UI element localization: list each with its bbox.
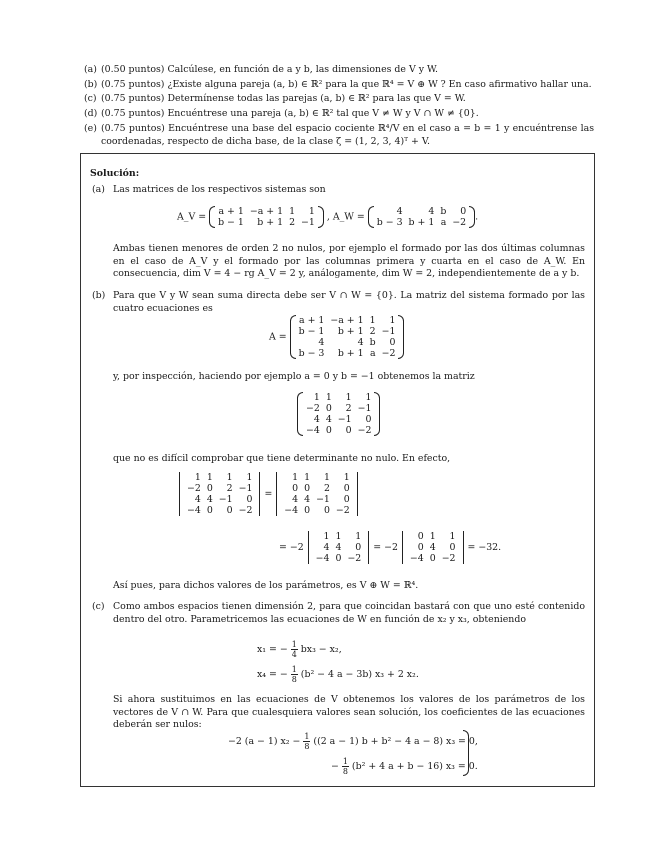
matrix-cell: −2 [347,553,362,564]
matrix-cell: 4 [323,542,330,553]
matrix-cell: 1 [289,206,296,217]
matrix-cell: 4 [194,494,201,505]
matrix-cell: 1 [389,315,396,326]
matrix-cell: −1 [357,403,372,414]
system-eq-1: −2 (a − 1) x₂ − $\frac{1}{8}$ ((2 a − 1) b + b² − 4 a − 8) x₃ = 0, [228,732,478,751]
matrix-cell: 0 [389,337,396,348]
matrix-cell: −2 [306,403,320,414]
matrix-cell: 4 [357,337,364,348]
matrix-cell: 0 [365,414,372,425]
matrix-cell: −4 [315,553,330,564]
matrix-cell: 1 [313,392,320,403]
matrix-cell: 0 [429,553,436,564]
matrix-cell: b + 1 [337,326,364,337]
matrix-cell: b − 3 [376,217,403,228]
matrix-cell: 2 [345,403,352,414]
matrix-cell: −2 [441,553,456,564]
matrix-cell: b − 1 [218,217,244,228]
matrix-cell: −4 [187,505,201,516]
param-eq-1: x₁ = − $\frac{1}{4}$ bx₃ − x₂, [257,640,342,659]
matrix-cell: 0 [304,483,311,494]
matrix-cell: 0 [206,483,213,494]
det-d2 [275,472,358,516]
matrix-a-equation: A = a + 1 −a + 1 1 1 b − 1 b + 1 2 −1 4 4 b 0 b − 3 b + 1 a −2 [269,315,404,359]
matrix-cell: −2 [238,505,253,516]
matrix-cell: −1 [218,494,233,505]
matrix-cell: 2 [289,217,296,228]
matrix-cell: 1 [343,472,350,483]
matrix-cell: −1 [381,326,396,337]
matrix-cell: 4 [429,542,436,553]
matrix-cell: 1 [226,472,233,483]
matrix-cell: 1 [335,531,342,542]
matrix-cell: −1 [238,483,253,494]
matrix-cell: 0 [417,542,424,553]
solution-title: Solución: [90,168,140,179]
part-c-label: (c) [92,601,105,612]
part-b-det-intro: que no es difícil comprobar que tiene determinante no nulo. En efecto, [113,453,451,464]
matrix-cell: 0 [206,505,213,516]
det-d1 [178,472,261,516]
matrix-cell: 0 [325,425,332,436]
matrix-cell: b + 1 [337,348,364,359]
matrix-cell: 1 [246,472,253,483]
system-eq-2: − $\frac{1}{8}$ (b² + 4 a + b − 16) x₃ = 0. [331,757,478,776]
matrix-cell: 0 [246,494,253,505]
matrix-m [297,392,380,436]
matrix-cell: 1 [355,531,362,542]
matrix-cell: 2 [323,483,330,494]
matrix-cell: 0 [343,494,350,505]
det-line-2: = −2 1 1 1 4 4 0 −4 0 −2 = −2 0 1 1 0 4 0 −4 0 −2 = −32. [279,531,502,564]
matrix-cell: 1 [325,392,332,403]
matrix-cell: −2 [452,217,467,228]
matrix-av [209,206,324,228]
matrix-cell: 0 [355,542,362,553]
matrix-cell: 1 [449,531,456,542]
matrix-cell: 4 [325,414,332,425]
matrix-cell: 1 [304,472,311,483]
matrix-cell: 1 [323,472,330,483]
matrix-cell: 0 [304,505,311,516]
matrix-cell: a + 1 [299,315,325,326]
matrix-cell: b − 1 [298,326,325,337]
matrix-cell: b [369,337,376,348]
det-d3 [307,531,371,564]
part-c-intro: Como ambos espacios tienen dimensión 2, para que coincidan bastará con que uno esté contenido dentro del otro. Parametricemos las ecuaciones de W en función de x₂ y x₃, obteniendo [113,601,585,625]
matrix-cell: 0 [417,531,424,542]
matrix-cell: 1 [194,472,201,483]
part-b-conclusion: Así pues, para dichos valores de los parámetros, es V ⊕ W = ℝ⁴. [113,580,419,591]
matrix-cell: 4 [428,206,435,217]
matrix-cell: 2 [226,483,233,494]
matrix-cell: 1 [365,392,372,403]
matrix-example [297,392,380,436]
matrix-cell: 4 [318,337,325,348]
matrix-cell: −a + 1 [330,315,364,326]
matrix-cell: 4 [206,494,213,505]
matrix-cell: −2 [381,348,396,359]
det-line-1: 1 1 1 1 −2 0 2 −1 4 4 −1 0 −4 0 0 −2 = 1 1 1 1 0 0 2 0 4 4 −1 0 −4 0 0 −2 [178,472,359,516]
matrix-cell: 1 [206,472,213,483]
matrix-cell: −2 [335,505,350,516]
part-a-matrices: A_V = a + 1 −a + 1 1 1 b − 1 b + 1 2 −1 , A_W = 4 4 b 0 b − 3 b + 1 a −2 . [177,206,479,228]
matrix-cell: 1 [308,206,315,217]
part-a-label: (a) [92,184,105,195]
matrix-cell: 0 [335,553,342,564]
param-eq-2: x₄ = − $\frac{1}{8}$ (b² − 4 a − 3b) x₃ + 2 x₂. [257,665,419,684]
matrix-cell: −4 [284,505,299,516]
matrix-cell: −4 [409,553,424,564]
matrix-cell: 0 [292,483,299,494]
matrix-cell: a [440,217,447,228]
matrix-cell: a [370,348,376,359]
part-a-intro: Las matrices de los respectivos sistemas son [113,184,326,195]
matrix-cell: 4 [396,206,403,217]
matrix-cell: −2 [187,483,201,494]
matrix-cell: 0 [325,403,332,414]
matrix-cell: −1 [301,217,315,228]
matrix-cell: −1 [316,494,330,505]
matrix-cell: 1 [369,315,376,326]
matrix-cell: 1 [345,392,352,403]
matrix-cell: 0 [449,542,456,553]
matrix-cell: 0 [345,425,352,436]
part-b-label: (b) [92,290,106,301]
part-b-intro: Para que V y W sean suma directa debe ser V ∩ W = {0}. La matriz del sistema formado por las cuatro ecuaciones es [113,290,585,314]
matrix-cell: 4 [304,494,311,505]
matrix-cell: 0 [460,206,467,217]
matrix-cell: −4 [306,425,320,436]
matrix-cell: 0 [323,505,330,516]
matrix-cell: 4 [313,414,320,425]
matrix-cell: 2 [369,326,376,337]
matrix-cell: −1 [337,414,352,425]
solution-box [80,153,595,787]
det-d4 [401,531,465,564]
part-b-mid: y, por inspección, haciendo por ejemplo a = 0 y b = −1 obtenemos la matriz [113,371,475,382]
matrix-cell: 1 [323,531,330,542]
matrix-cell: 1 [429,531,436,542]
matrix-cell: b + 1 [408,217,435,228]
matrix-cell: b − 3 [298,348,325,359]
system-brace [463,730,469,776]
matrix-cell: 4 [335,542,342,553]
matrix-cell: 4 [292,494,299,505]
part-a-text: Ambas tienen menores de orden 2 no nulos, por ejemplo el formado por las dos últimas columnas en el caso de A_V y el formado por las columnas primera y cuarta en el caso de A_W. En consecuencia, dim V = 4 − rg A_V = 2 y, análogamente, dim W = 2, independientemente de a y b. [113,243,585,279]
matrix-cell: a + 1 [218,206,244,217]
matrix-cell: 0 [226,505,233,516]
matrix-cell: −2 [357,425,372,436]
matrix-a [290,315,405,359]
part-c-text: Si ahora sustituimos en las ecuaciones de V obtenemos los valores de los parámetros de los vectores de V ∩ W. Para que cualesquiera valores sean solución, los coeficientes de las ecuaciones deberán ser nulos: [113,694,585,730]
matrix-cell: b [440,206,447,217]
matrix-cell: b + 1 [257,217,284,228]
matrix-aw [368,206,475,228]
matrix-cell: 0 [343,483,350,494]
matrix-cell: −a + 1 [249,206,284,217]
matrix-cell: 1 [292,472,299,483]
